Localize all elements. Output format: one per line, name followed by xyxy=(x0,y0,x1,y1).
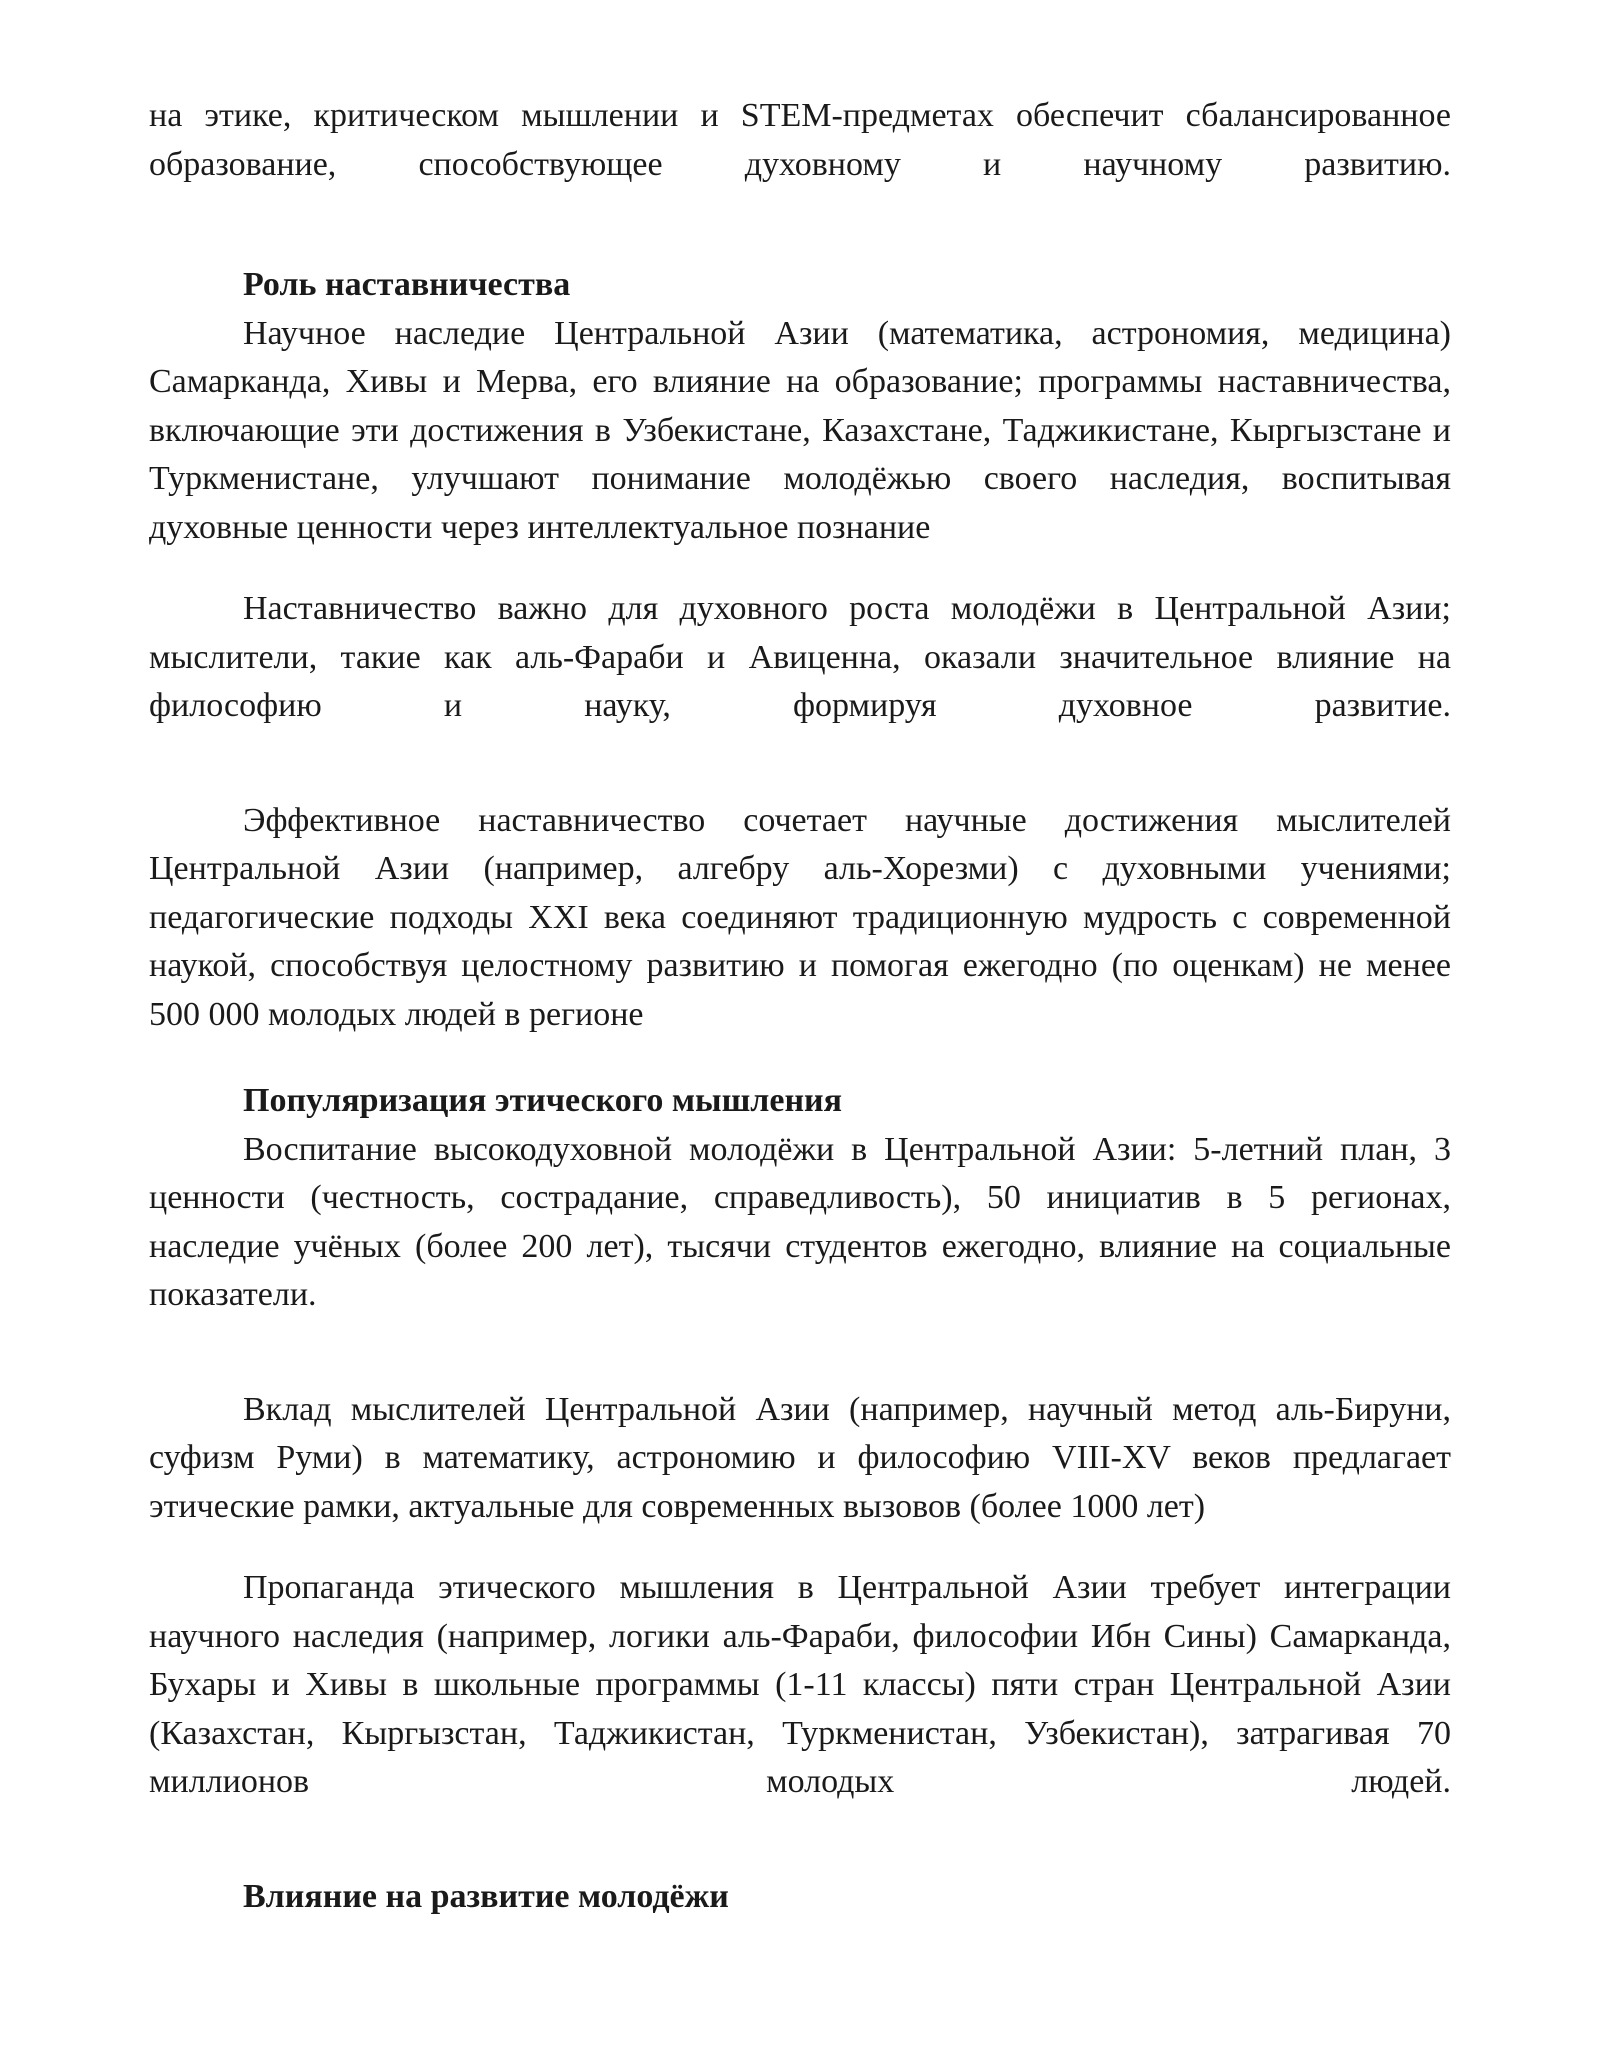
paragraph-mentorship-2: Наставничество важно для духовного роста молодёжи в Центральной Азии; мыслители, такие как аль-Фараби и Авиценна, оказали значительное влияние на философию и науку, формируя духовное развитие. xyxy=(149,590,1451,724)
document-page xyxy=(149,92,1451,1921)
paragraph-intro: на этике, критическом мышлении и STEM-предметах обеспечит сбалансированное образование, способствующее духовному и научному развитию. xyxy=(149,97,1451,183)
paragraph-ethics-2: Вклад мыслителей Центральной Азии (например, научный метод аль-Бируни, суфизм Руми) в математику, астрономию и философию VIII-XV веков предлагает этические рамки, актуальные для современных вызовов (более 1000 лет) xyxy=(149,1390,1451,1525)
heading-mentorship: Роль наставничества xyxy=(243,266,571,303)
heading-ethics: Популяризация этического мышления xyxy=(243,1082,843,1119)
paragraph-ethics-1: Воспитание высокодуховной молодёжи в Центральной Азии: 5-летний план, 3 ценности (честность, сострадание, справедливость), 50 инициатив в 5 регионах, наследие учёных (более 200 лет), тысячи студентов ежегодно, влияние на социальные показатели. xyxy=(149,1130,1451,1313)
paragraph-mentorship-3: Эффективное наставничество сочетает научные достижения мыслителей Центральной Азии (например, алгебру аль-Хорезми) с духовными учениями; педагогические подходы XXI века соединяют традиционную мудрость с современной наукой, способствуя целостному развитию и помогая ежегодно (по оценкам) не менее 500 000 молодых людей в регионе xyxy=(149,801,1451,1033)
paragraph-mentorship-1: Научное наследие Центральной Азии (математика, астрономия, медицина) Самарканда, Хивы и Мерва, его влияние на образование; программы наставничества, включающие эти достижения в Узбекистане, Казахстане, Таджикистане, Кыргызстане и Туркменистане, улучшают понимание молодёжью своего наследия, воспитывая духовные ценности через интеллектуальное познание xyxy=(149,314,1451,546)
paragraph-ethics-3: Пропаганда этического мышления в Центральной Азии требует интеграции научного наследия (например, логики аль-Фараби, философии Ибн Сины) Самарканда, Бухары и Хивы в школьные программы (1-11 классы) пяти стран Центральной Азии (Казахстан, Кыргызстан, Таджикистан, Туркменистан, Узбекистан), затрагивая 70 миллионов молодых людей. xyxy=(149,1569,1451,1800)
heading-youth: Влияние на развитие молодёжи xyxy=(243,1877,729,1915)
